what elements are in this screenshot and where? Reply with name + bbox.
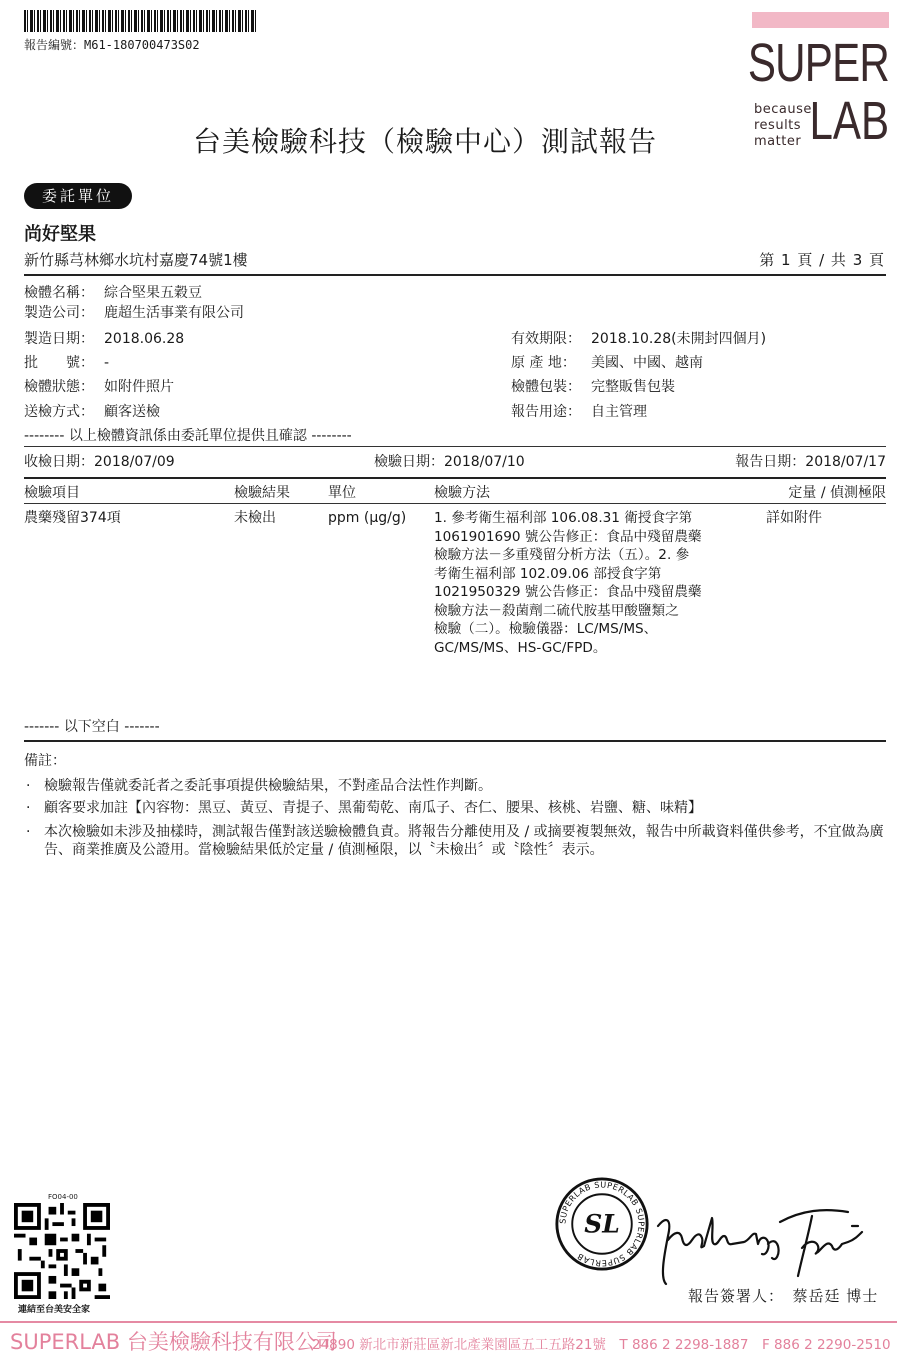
- note-item: · 檢驗報告僅就委託者之委託事項提供檢驗結果，不對產品合法性作判斷。: [26, 778, 492, 794]
- footer-divider: [0, 1321, 897, 1323]
- col-header-result: 檢驗結果: [234, 485, 290, 501]
- sample-field: 檢體名稱： 綜合堅果五穀豆: [24, 285, 202, 301]
- cell-item: 農藥殘留374項: [24, 510, 121, 526]
- divider: [24, 740, 886, 742]
- document-title: 台美檢驗科技（檢驗中心）測試報告: [192, 125, 657, 158]
- col-header-item: 檢驗項目: [24, 485, 80, 501]
- note-item: · 顧客要求加註【內容物：黑豆、黃豆、青提子、黑葡萄乾、南瓜子、杏仁、腰果、核桃、岩鹽、糖、味精】: [26, 800, 702, 816]
- svg-text:SL: SL: [584, 1209, 620, 1239]
- divider: [24, 503, 886, 504]
- cell-limit: 詳如附件: [766, 510, 822, 526]
- form-code: FO04-00: [48, 1193, 78, 1201]
- sample-field: 製造日期： 2018.06.28: [24, 331, 185, 347]
- col-header-method: 檢驗方法: [434, 485, 490, 501]
- test-date: 檢驗日期：2018/07/10: [374, 454, 525, 470]
- footer-address: 24890 新北市新莊區新北產業園區五工五路21號 T 886 2 2298-1887 F 886 2 2290-2510: [312, 1337, 891, 1353]
- sample-field: 製造公司： 鹿超生活事業有限公司: [24, 305, 244, 321]
- page-indicator: 第 1 頁 / 共 3 頁: [759, 251, 885, 269]
- received-date: 收檢日期：2018/07/09: [24, 454, 175, 470]
- sample-field: 檢體狀態： 如附件照片: [24, 379, 174, 395]
- confirmation-line: -------- 以上檢體資訊係由委託單位提供且確認 --------: [24, 428, 352, 444]
- sample-field: 送檢方式： 顧客送檢: [24, 404, 160, 420]
- barcode: [24, 10, 256, 32]
- footer-company-name: SUPERLAB 台美檢驗科技有限公司: [10, 1330, 337, 1354]
- sample-field: 有效期限： 2018.10.28(未開封四個月): [511, 331, 767, 347]
- client-name: 尚好堅果: [24, 224, 96, 245]
- qr-caption: 連結至台美安全家: [18, 1305, 91, 1315]
- qr-code-icon: [14, 1203, 110, 1299]
- client-address: 新竹縣芎林鄉水坑村嘉慶74號1樓: [24, 251, 248, 269]
- cell-unit: ppm (µg/g): [328, 510, 407, 526]
- report-date: 報告日期：2018/07/17: [735, 454, 886, 470]
- divider: [24, 446, 886, 447]
- report-number: 報告編號：M61-180700473S02: [24, 38, 200, 52]
- end-of-results-line: ------- 以下空白 -------: [24, 719, 160, 735]
- sample-field: 檢體包裝： 完整販售包裝: [511, 379, 675, 395]
- divider: [24, 274, 886, 276]
- note-item: · 本次檢驗如未涉及抽樣時，測試報告僅對該送驗檢體負責。將報告分離使用及 / 或摘要複製無效，報告中所載資料僅供參考，不宜做為廣告、商業推廣及公證用。當檢驗結果低於定量 / 偵測極限，以〝未檢出〞或〝陰性〞表示。: [26, 824, 884, 858]
- sample-field: 批 號： -: [24, 355, 110, 371]
- handwritten-signature: [652, 1196, 884, 1288]
- cell-result: 未檢出: [234, 510, 276, 526]
- svg-text:SUPERLAB SUPERLAB SUPERLAB SUP: SUPERLAB SUPERLAB SUPERLAB SUPERLAB: [557, 1179, 647, 1269]
- col-header-unit: 單位: [328, 485, 356, 501]
- cell-method: 1. 參考衛生福利部 106.08.31 衛授食字第 1061901690 號公告修正：食品中殘留農藥 檢驗方法－多重殘留分析方法（五）。2. 參 考衛生福利部 102.09.06 部授食字第 1021950329 號公告修正：食品中殘留農藥 檢驗方法－殺菌劑二硫代胺基甲酸鹽類之 檢驗（二）。檢驗儀器：LC/MS/MS、 GC/MS/MS、HS-GC/FPD。: [434, 510, 702, 656]
- sample-field: 報告用途： 自主管理: [511, 404, 647, 420]
- col-header-limit: 定量 / 偵測極限: [788, 485, 886, 501]
- client-badge: 委託單位: [24, 183, 132, 209]
- signer-name: 報告簽署人： 蔡岳廷 博士: [688, 1287, 879, 1305]
- divider: [24, 477, 886, 479]
- superlab-logo: SUPER LAB because results matter: [752, 12, 889, 156]
- company-seal-icon: [554, 1176, 650, 1272]
- notes-title: 備註：: [24, 753, 66, 769]
- sample-field: 原 產 地： 美國、中國、越南: [511, 355, 703, 371]
